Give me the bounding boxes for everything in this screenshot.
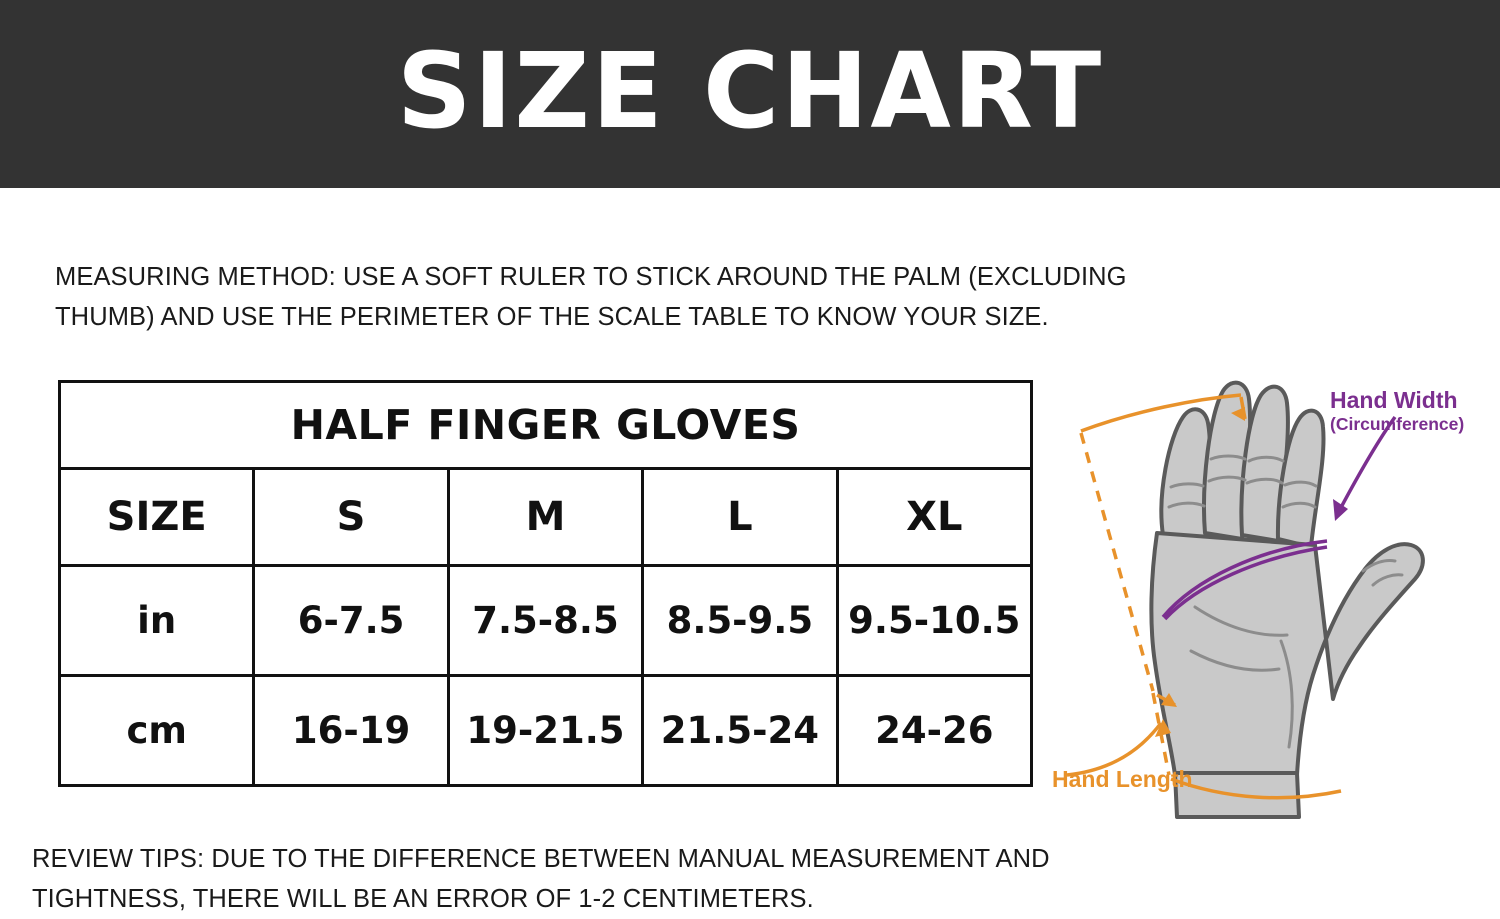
measuring-method-text: MEASURING METHOD: USE A SOFT RULER TO STICK AROUND THE PALM (EXCLUDING THUMB) AND USE THE PERIMETER OF THE SCALE TABLE TO KNOW YOUR SIZE. [55, 263, 1127, 331]
cell-in-l: 8.5-9.5 [643, 566, 837, 676]
table-header-cell-s: S [254, 469, 448, 566]
table-header-cell-m: M [448, 469, 642, 566]
hand-width-label-main: Hand Width [1330, 387, 1458, 413]
hand-width-label-sub: (Circumference) [1330, 414, 1465, 435]
cell-cm-l: 21.5-24 [643, 676, 837, 786]
size-chart-table [58, 380, 1033, 787]
cell-in-xl: 9.5-10.5 [837, 566, 1031, 676]
cell-cm-s: 16-19 [254, 676, 448, 786]
header-banner [0, 0, 1500, 188]
row-label-cm: cm [60, 676, 254, 786]
cell-in-m: 7.5-8.5 [448, 566, 642, 676]
table-title: HALF FINGER GLOVES [60, 382, 1032, 469]
table-header-cell-size: SIZE [60, 469, 254, 566]
table-row-inches [60, 566, 1032, 676]
page-title: SIZE CHART [396, 30, 1104, 152]
cell-in-s: 6-7.5 [254, 566, 448, 676]
cell-cm-xl: 24-26 [837, 676, 1031, 786]
hand-width-label [1330, 388, 1464, 434]
table-header-row [60, 469, 1032, 566]
hand-length-label: Hand Length [1052, 766, 1193, 792]
review-tips-text: REVIEW TIPS: DUE TO THE DIFFERENCE BETWEEN MANUAL MEASUREMENT AND TIGHTNESS, THERE WILL BE AN ERROR OF 1-2 CENTIMETERS. [32, 845, 1050, 913]
table-row-centimeters [60, 676, 1032, 786]
hand-illustration-shape [1151, 383, 1423, 817]
table-header-cell-l: L [643, 469, 837, 566]
table-header-cell-xl: XL [837, 469, 1031, 566]
table-title-row [60, 382, 1032, 469]
row-label-in: in [60, 566, 254, 676]
cell-cm-m: 19-21.5 [448, 676, 642, 786]
